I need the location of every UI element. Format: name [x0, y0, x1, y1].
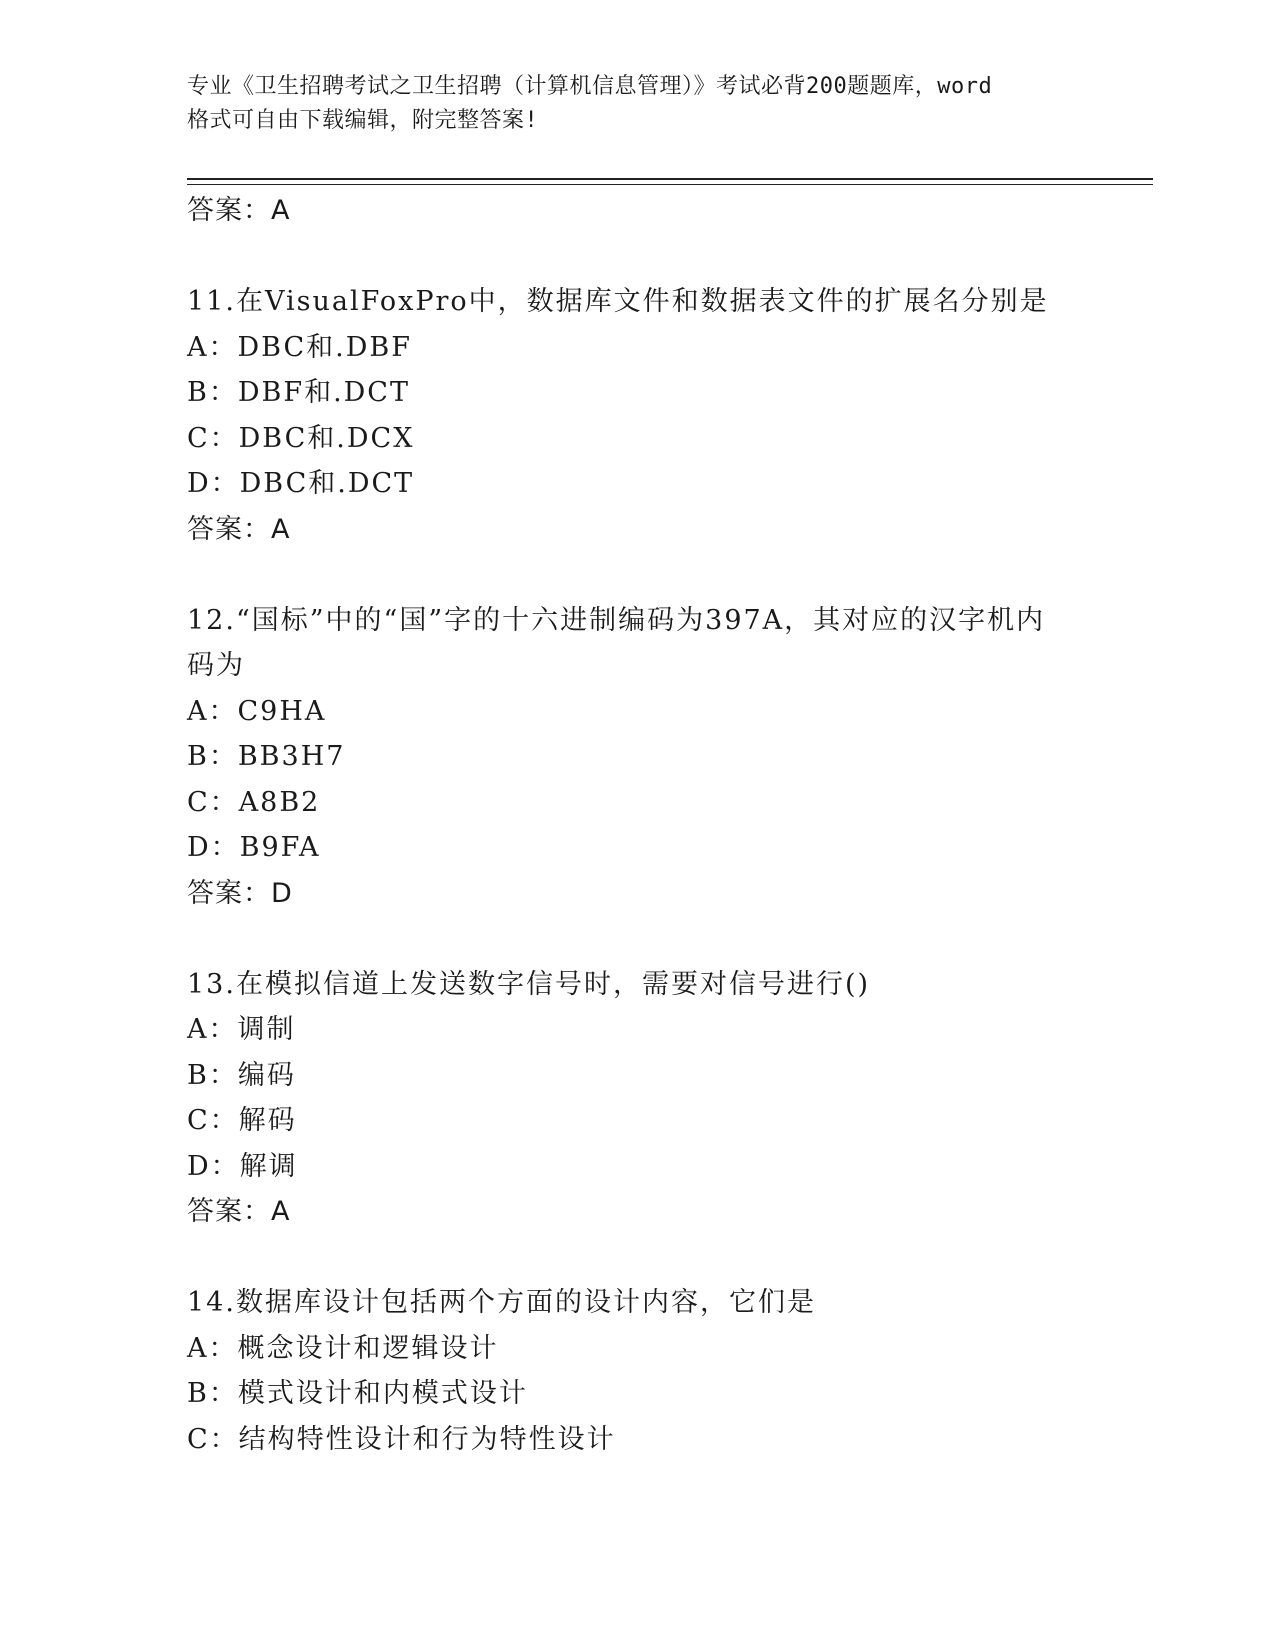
option-a: A：概念设计和逻辑设计: [187, 1332, 499, 1364]
option-d: D：解调: [187, 1150, 298, 1182]
question-list: [187, 188, 1087, 1462]
header-line-1: 专业《卫生招聘考试之卫生招聘（计算机信息管理）》考试必背200题题库，word: [187, 74, 993, 99]
option-a: A：DBC和.DBF: [187, 331, 412, 363]
option-d: D：DBC和.DCT: [187, 468, 415, 499]
answer-line: 答案：A: [187, 195, 291, 226]
question-stem: 13.在模拟信道上发送数字信号时，需要对信号进行(): [187, 968, 871, 1000]
option-b: B：编码: [187, 1059, 296, 1091]
answer-line: 答案：D: [187, 877, 293, 909]
question-block: [187, 962, 1087, 1235]
option-c: C：结构特性设计和行为特性设计: [187, 1423, 616, 1455]
question-stem: 14.数据库设计包括两个方面的设计内容，它们是: [187, 1287, 816, 1318]
question-block: [187, 279, 1087, 552]
option-c: C：A8B2: [187, 786, 321, 818]
header-divider-thin: [187, 184, 1153, 185]
document-header: [187, 70, 1087, 138]
question-stem: 12.“国标”中的“国”字的十六进制编码为397A，其对应的汉字机内: [187, 604, 1046, 636]
option-a: A：C9HA: [187, 695, 327, 727]
option-b: B：DBF和.DCT: [187, 377, 410, 408]
header-line-2: 格式可自由下载编辑，附完整答案!: [187, 108, 539, 133]
option-b: B：模式设计和内模式设计: [187, 1378, 528, 1409]
option-a: A：调制: [187, 1014, 296, 1045]
answer-line: 答案：A: [187, 1196, 291, 1227]
header-divider-thick: [187, 178, 1153, 180]
question-stem: 11.在VisualFoxPro中，数据库文件和数据表文件的扩展名分别是: [187, 286, 1049, 317]
question-block: [187, 1280, 1087, 1462]
option-d: D：B9FA: [187, 832, 321, 863]
option-c: C：解码: [187, 1105, 297, 1136]
answer-line: 答案：A: [187, 513, 291, 545]
option-c: C：DBC和.DCX: [187, 422, 415, 454]
option-b: B：BB3H7: [187, 741, 346, 772]
question-stem-continued: 码为: [187, 650, 245, 681]
question-block: [187, 598, 1087, 917]
